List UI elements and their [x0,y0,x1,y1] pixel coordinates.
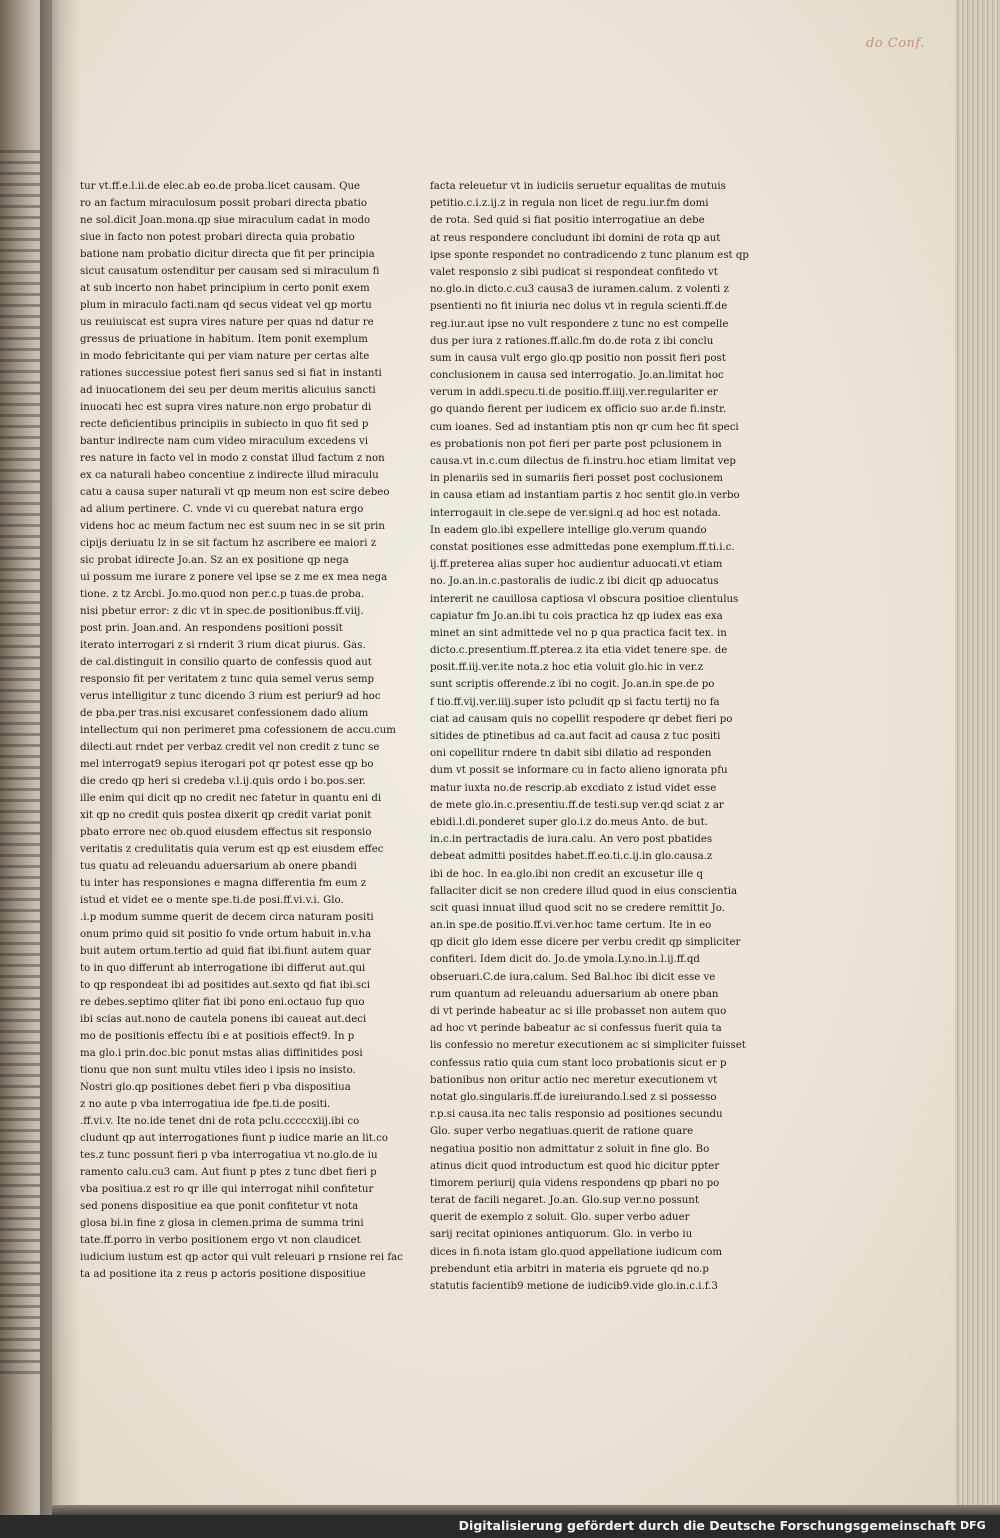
text-line: re debes.septimo qliter fiat ibi pono eni.octauo fup quo [80,997,365,1008]
text-line: petitio.c.i.z.ij.z in regula non licet de regu.iur.fm domi [430,198,709,210]
footer-credit: Digitalisierung gefördert durch die Deutsche Forschungsgemeinschaft [458,1518,956,1533]
text-line: no. Jo.an.in.c.pastoralis de iudic.z ibi dicit qp aduocatus [430,576,719,588]
text-line: notat glo.singularis.ff.de iureiurando.l.sed z si possesso [430,1091,717,1103]
text-line: veritatis z credulitatis quia verum est qp est eiusdem effec [80,844,384,855]
text-line: in plenariis sed in sumariis fieri posset post coclusionem [430,473,723,485]
text-line: debeat admitti positdes habet.ff.eo.ti.c.ij.in glo.causa.z [430,851,713,863]
text-line: causa.vt in.c.cum dilectus de fi.instru.hoc etiam limitat vep [430,456,736,467]
text-line: f tio.ff.vij.ver.iiij.super isto pcludit qp si factu tertij no fa [430,696,720,708]
text-line: gressus de priuatione in habitum. Item ponit exemplum [80,334,368,345]
text-line: oni copellitur rndere tn dabit sibi dilatio ad responden [430,748,712,760]
text-line: to in quo differunt ab interrogatione ibi differut aut.qui [80,963,366,974]
text-line: plum in miraculo facti.nam qd secus videat vel qp mortu [80,300,372,311]
text-line: lis confessio no meretur executionem ac si simpliciter fuisset [430,1040,746,1052]
text-line: timorem periurij quia videns respondens qp pbari no po [430,1177,720,1189]
text-line: catu a causa super naturali vt qp meum non est scire debeo [80,487,390,498]
text-line: valet responsio z sibi pudicat si respondeat confitedo vt [430,266,718,278]
text-line: istud et videt ee o mente spe.ti.de posi.ff.vi.v.i. Glo. [80,895,344,906]
text-line: Glo. super verbo negatiuas.querit de ratione quare [430,1126,694,1138]
text-line: terat de facili negaret. Jo.an. Glo.sup ver.no possunt [430,1195,699,1207]
text-line: ipse sponte respondet no contradicendo z tunc planum est qp [430,249,749,261]
text-line: minet an sint admittede vel no p qua practica facit tex. in [430,627,727,639]
text-line: batione nam probatio dicitur directa que fit per principia [80,249,375,260]
text-line: in.c.in pertractadis de iura.calu. An vero post pbatides [430,834,713,846]
text-line: us reuiuiscat est supra vires nature per quas nd datur re [80,317,374,328]
text-line: confessus ratio quia cum stant loco probationis sicut er p [430,1057,727,1069]
text-line: de mete glo.in.c.presentiu.ff.de testi.sup ver.qd sciat z ar [430,799,724,811]
text-line: glosa bi.in fine z glosa in clemen.prima de summa trini [80,1218,364,1229]
text-line: tionu que non sunt multu vtiles ideo i ipsis no insisto. [80,1065,356,1076]
text-line: sicut causatum ostenditur per causam sed si miraculum fi [80,266,380,277]
text-line: cipijs deriuatu lz in se sit factum hz ascribere ee maiori z [80,538,377,549]
text-line: de cal.distinguit in consilio quarto de confessis quod aut [80,657,372,668]
text-line: tu inter has responsiones e magna differentia fm eum z [80,878,367,889]
text-line: xit qp no credit quis postea dixerit qp credit variat ponit [80,810,372,821]
text-line: iudicium iustum est qp actor qui vult releuari p rnsione rei fac [80,1252,403,1263]
text-line: facta releuetur vt in iudiciis seruetur equalitas de mutuis [430,181,726,192]
text-line: rationes successiue potest fieri sanus sed si fiat in instanti [80,368,382,379]
text-line: in modo febricitante qui per viam nature per certas alte [80,351,370,362]
text-line: recte deficientibus principiis in subiecto in quo fit sed p [80,419,369,430]
text-line: nisi pbetur error: z dic vt in spec.de positionibus.ff.viij. [80,606,364,617]
text-line: siue in facto non potest probari directa quia probatio [80,232,355,243]
text-line: dus per iura z rationes.ff.allc.fm do.de rota z ibi conclu [430,335,714,347]
text-line: confiteri. Idem dicit do. Jo.de ymola.Ly.no.in.l.ij.ff.qd [430,954,700,966]
text-line: z no aute p vba interrogatiua ide fpe.ti.de positi. [80,1099,331,1110]
right-text-column [430,178,766,1292]
text-line: tur vt.ff.e.l.ii.de elec.ab eo.de proba.licet causam. Que [80,181,361,192]
text-line: di vt perinde habeatur ac si ille probasset non autem quo [430,1006,727,1017]
text-line: post prin. Joan.and. An respondens positioni possit [80,623,343,634]
text-line: ex ca naturali habeo concentiue z indirecte illud miraculu [80,470,379,481]
text-line: ma glo.i prin.doc.bic ponut mstas alias diffinitides posi [80,1048,363,1059]
text-line: tate.ff.porro in verbo positionem ergo vt non claudicet [80,1235,361,1246]
text-line: dices in fi.nota istam glo.quod appellatione iudicum com [430,1246,722,1258]
text-line: statutis facientib9 metione de iudicib9.vide glo.in.c.i.f.3 [430,1281,718,1292]
page-stack-edges [955,0,1000,1512]
text-line: es probationis non pot fieri per parte post pclusionem in [430,438,722,450]
text-line: sunt scriptis offerende.z ibi no cogit. Jo.an.in spe.de po [430,679,715,691]
text-line: verus intelligitur z tunc dicendo 3 rium est periur9 ad hoc [80,691,381,702]
text-line: In eadem glo.ibi expellere intellige glo.verum quando [430,524,707,536]
text-line: posit.ff.iij.ver.ite nota.z hoc etia voluit glo.hic in ver.z [430,662,704,674]
text-line: de pba.per tras.nisi excusaret confessionem dado alium [80,708,369,719]
text-line: mel interrogat9 sepius iterogari pot qr potest esse qp bo [80,759,374,770]
text-line: pbato errore nec ob.quod eiusdem effectus sit responsio [80,827,372,838]
text-line: capiatur fm Jo.an.ibi tu cois practica hz qp iudex eas exa [430,610,723,622]
text-line: ij.ff.preterea alias super hoc audientur aduocati.vt etiam [430,559,723,571]
marginal-note: do Conf. [866,36,925,51]
text-line: bationibus non oritur actio nec meretur executionem vt [430,1074,718,1086]
text-line: cludunt qp aut interrogationes fiunt p iudice marie an lit.co [80,1133,388,1144]
text-line: psentienti no fit iniuria nec dolus vt in regula scienti.ff.de [430,301,728,313]
text-line: at sub incerto non habet principium in certo ponit exem [80,283,370,294]
text-line: de rota. Sed quid si fiat positio interrogatiue an debe [430,215,705,227]
text-line: ad alium pertinere. C. vnde vi cu querebat natura ergo [80,504,364,515]
text-line: scit quasi innuat illud quod scit no se credere remittit Jo. [430,902,725,914]
text-line: ad hoc vt perinde babeatur ac si confessus fuerit quia ta [430,1023,722,1035]
text-line: sed ponens dispositiue ea que ponit confitetur vt nota [80,1201,359,1212]
text-line: to qp respondeat ibi ad positides aut.sexto qd fiat ibi.sci [80,980,371,991]
text-line: ro an factum miraculosum possit probari directa pbatio [80,198,368,209]
text-line: vba positiua.z est ro qr ille qui interrogat nihil confitetur [80,1184,374,1195]
text-line: dilecti.aut rndet per verbaz credit vel non credit z tunc se [80,742,380,753]
left-text-column [80,178,403,1320]
text-line: dicto.c.presentium.ff.pterea.z ita etia videt tenere spe. de [430,645,728,657]
text-line: fallaciter dicit se non credere illud quod in eius conscientia [430,885,738,897]
text-line: bantur indirecte nam cum video miraculum excedens vi [80,436,369,447]
text-line: an.in spe.de positio.ff.vi.ver.hoc tame certum. Ite in eo [430,920,712,932]
text-line: qp dicit glo idem esse dicere per verbu credit qp simpliciter [430,937,741,949]
text-line: ille enim qui dicit qp no credit nec fatetur in quantu eni di [80,793,382,804]
text-line: videns hoc ac meum factum nec est suum nec in se sit prin [80,521,385,532]
text-line: go quando fierent per iudicem ex officio suo ar.de fi.instr. [430,404,727,416]
text-line: sitides de ptinetibus ad ca.aut facit ad causa z tuc positi [430,731,721,742]
text-line: ne sol.dicit Joan.mona.qp siue miraculum cadat in modo [80,215,371,226]
text-line: res nature in facto vel in modo z constat illud factum z non [80,453,385,464]
text-line: matur iuxta no.de rescrip.ab excdiato z istud videt esse [430,782,717,794]
text-line: ramento calu.cu3 cam. Aut fiunt p ptes z tunc dbet fieri p [80,1167,377,1178]
text-line: r.p.si causa.ita nec talis responsio ad positiones secundu [430,1109,723,1121]
gutter-shadow [40,0,80,1515]
text-line: no.glo.in dicto.c.cu3 causa3 de iuramen.calum. z volenti z [430,284,729,296]
text-line: prebendunt etia arbitri in materia eis pgruete qd no.p [430,1263,709,1275]
text-line: ebidi.l.di.ponderet super glo.i.z do.meus Anto. de but. [430,816,708,828]
adjacent-page-text-edge [0,150,40,1380]
text-line: intellectum qui non perimeret pma cofessionem de accu.cum [80,725,396,736]
text-line: .i.p modum summe querit de decem circa naturam positi [80,912,374,923]
text-line: tione. z tz Arcbi. Jo.mo.quod non per.c.p tuas.de proba. [80,589,365,600]
text-line: ta ad positione ita z reus p actoris positione dispositiue [80,1269,366,1280]
text-line: reg.iur.aut ipse no vult respondere z tunc no est compelle [430,318,729,330]
text-line: conclusionem in causa sed interrogatio. Jo.an.limitat hoc [430,370,724,382]
text-line: ciat ad causam quis no copellit respodere qr debet fieri po [430,713,733,725]
text-line: dum vt possit se informare cu in facto alieno ignorata pfu [430,765,728,777]
text-line: sarij recitat opiniones antiquorum. Glo. in verbo iu [430,1229,693,1241]
text-line: tus quatu ad releuandu aduersarium ab onere pbandi [80,861,357,872]
text-line: ibi scias aut.nono de cautela ponens ibi caueat aut.deci [80,1014,367,1025]
footer-bar [0,1515,1000,1538]
text-line: querit de exemplo z soluit. Glo. super verbo aduer [430,1212,690,1224]
text-line: ad inuocationem dei seu per deum meritis alicuius sancti [80,385,376,396]
text-line: inuocati hec est supra vires nature.non ergo probatur di [80,402,372,413]
text-line: verum in addi.specu.ti.de positio.ff.iiij.ver.regulariter er [430,387,718,399]
text-line: tes.z tunc possunt fieri p vba interrogatiua vt no.glo.de iu [80,1150,378,1161]
text-line: obseruari.C.de iura.calum. Sed Bal.hoc ibi dicit esse ve [430,971,716,983]
text-line: ui possum me iurare z ponere vel ipse se z me ex mea nega [80,572,388,583]
text-line: onum primo quid sit positio fo vnde ortum habuit in.v.ha [80,929,372,940]
text-line: die credo qp heri si credeba v.l.ij.quis ordo i bo.pos.ser. [80,776,366,787]
text-line: interrogauit in cle.sepe de ver.signi.q ad hoc est notada. [430,507,722,519]
dfg-logo: DFG [960,1519,986,1532]
text-line: rum quantum ad releuandu aduersarium ab onere pban [430,988,719,1000]
text-line: .ff.vi.v. Ite no.ide tenet dni de rota pclu.cccccxiij.ibi co [80,1116,360,1127]
text-line: buit autem ortum.tertio ad quid fiat ibi.fiunt autem quar [80,946,371,957]
text-line: constat positiones esse admittedas pone exemplum.ff.ti.i.c. [430,541,735,553]
text-line: atinus dicit quod introductum est quod hic dicitur ppter [430,1160,720,1172]
text-line: Nostri glo.qp positiones debet fieri p vba dispositiua [80,1082,351,1093]
text-line: in causa etiam ad instantiam partis z hoc sentit glo.in verbo [430,490,740,502]
text-line: cum ioanes. Sed ad instantiam ptis non qr cum hec fit speci [430,421,739,433]
text-line: iterato interrogari z si rnderit 3 rium dicat piurus. Gas. [80,640,366,651]
text-line: responsio fit per veritatem z tunc quia semel verus semp [80,674,375,685]
text-line: negatiua positio non admittatur z soluit in fine glo. Bo [430,1143,710,1155]
text-line: ibi de hoc. In ea.glo.ibi non credit an excusetur ille q [430,868,704,880]
text-line: sum in causa vult ergo glo.qp positio non possit fieri post [430,352,726,364]
text-line: intererit ne cauillosa captiosa vl obscura positioe clientulus [430,593,739,605]
text-line: at reus respondere concludunt ibi domini de rota qp aut [430,232,721,244]
text-line: mo de positionis effectu ibi e at positiois effect9. In p [80,1031,355,1042]
text-line: sic probat idirecte Jo.an. Sz an ex positione qp nega [80,555,349,566]
